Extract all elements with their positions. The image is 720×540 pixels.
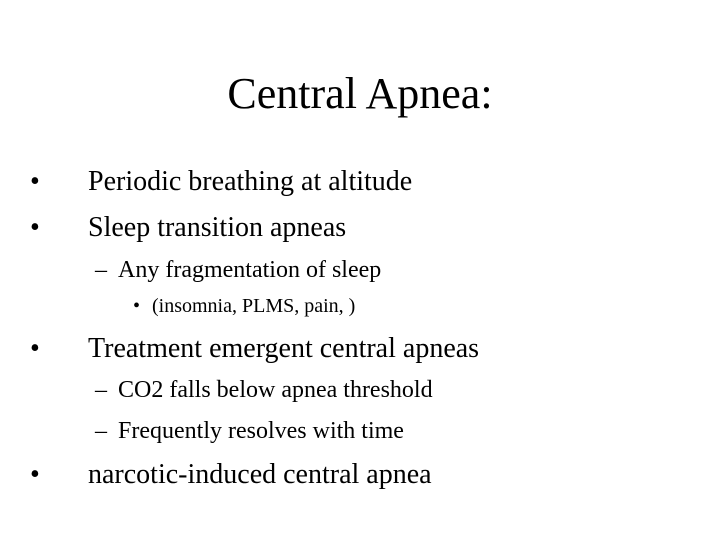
sub-bullet-marker: –: [95, 257, 107, 283]
bullet-text-narcotic-induced: narcotic-induced central apnea: [88, 459, 432, 490]
bullet-text-treatment-emergent: Treatment emergent central apneas: [88, 333, 480, 364]
bullet-marker: •: [30, 333, 40, 364]
sub-bullet-text-co2: CO2 falls below apnea threshold: [118, 377, 433, 403]
bullet-text-periodic-breathing: Periodic breathing at altitude: [88, 166, 413, 197]
bullet-text-sleep-transition: Sleep transition apneas: [88, 212, 347, 243]
bullet-marker: •: [30, 459, 40, 490]
bullet-marker: •: [30, 212, 40, 243]
sub-bullet-text-fragmentation: Any fragmentation of sleep: [118, 257, 382, 283]
sub-bullet-marker: –: [95, 418, 107, 444]
slide-title: Central Apnea:: [227, 69, 493, 118]
sub-bullet-marker: –: [95, 377, 107, 403]
sub-sub-bullet-text-insomnia: (insomnia, PLMS, pain, ): [152, 295, 356, 317]
sub-bullet-text-resolves: Frequently resolves with time: [118, 418, 404, 444]
sub-sub-bullet-marker: •: [133, 295, 141, 317]
bullet-marker: •: [30, 166, 40, 197]
